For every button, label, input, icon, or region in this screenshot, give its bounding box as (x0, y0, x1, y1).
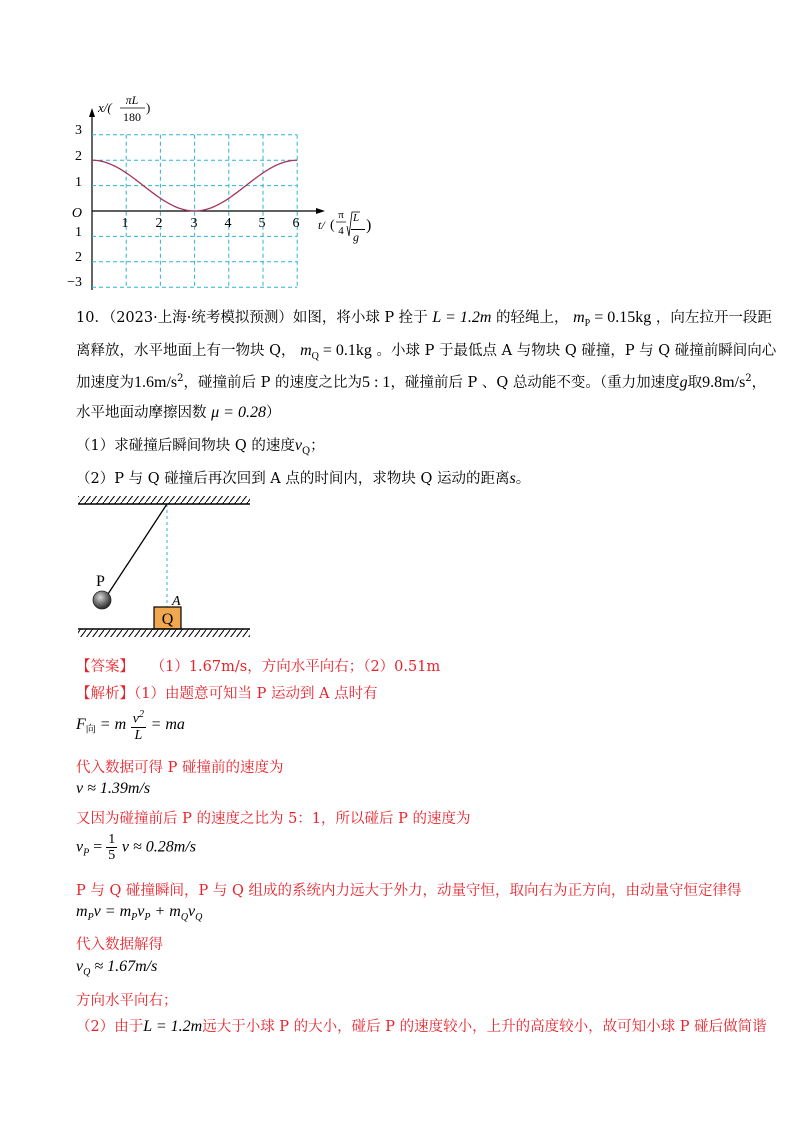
eq3-equals: = (89, 838, 107, 856)
label-q: Q (161, 611, 174, 628)
superscript-2: 2 (745, 373, 752, 385)
problem-line-4 (76, 401, 280, 422)
x-tick-label: 4 (224, 216, 232, 231)
eq3-subscript: P (83, 847, 90, 859)
eq5-rest: ≈ 1.67m/s (90, 958, 158, 975)
answer-text: （1）1.67m/s，方向水平向右；（2）0.51m (150, 659, 441, 675)
x-unit-label-tail (351, 219, 379, 249)
friction-coefficient: μ = 0.28 (211, 404, 266, 421)
answer-label: 【答案】 (76, 659, 134, 675)
equation-momentum: $m_Pv = m_Pv_P + m_Qv_Q$ (76, 903, 203, 924)
y-axis-label: x/( (98, 100, 112, 115)
y-tick-label: 1 (75, 225, 82, 240)
analysis-label: 【解析】 (76, 686, 134, 702)
mass-q-subscript: Q (311, 351, 319, 363)
x-axis-label: t/ (318, 218, 325, 232)
mass-p-symbol: m (573, 309, 585, 326)
question-text: 。 (515, 471, 531, 487)
eq-fraction-denominator: L (134, 727, 143, 743)
eq3-denominator: 5 (108, 848, 116, 863)
eq-force-subscript: 向 (85, 724, 96, 736)
label-a: A (172, 594, 181, 609)
y-tick-label: 3 (75, 123, 82, 138)
analysis-text-2: 又因为碰撞前后 P 的速度之比为 5：1，所以碰后 P 的速度为 (76, 811, 471, 827)
x-unit-pi: π (338, 209, 344, 221)
superscript-2: 2 (177, 373, 184, 385)
analysis-intro (76, 682, 378, 703)
y-unit-numerator: πL (125, 93, 139, 107)
eq5-subscript: Q (83, 967, 91, 979)
problem-text: ，向左拉开一段距 (655, 310, 772, 326)
speed-ratio: 5 : 1 (361, 374, 391, 391)
label-p: P (96, 573, 105, 590)
x-unit-L: L (352, 212, 360, 224)
equation-velocity-before: v ≈ 1.39m/s (76, 780, 151, 797)
x-tick-label: 6 (292, 216, 300, 231)
problem-text: 的轻绳上， (495, 310, 569, 326)
problem-text: 水平地面动摩擦因数 (76, 405, 207, 421)
eq3-rhs: v ≈ 0.28m/s (121, 838, 196, 856)
oscillation-graph (60, 90, 360, 300)
y-unit-denominator: 180 (123, 110, 141, 124)
pendulum-figure (74, 494, 264, 644)
velocity-symbol: v (294, 437, 302, 454)
eq4-m: m (76, 903, 88, 920)
mass-p-subscript: P (584, 318, 591, 330)
gravity-value: 9.8m/s (702, 374, 746, 391)
equation-velocity-q (76, 958, 157, 978)
problem-text: 取 (687, 375, 703, 391)
y-tick-label: −3 (67, 275, 82, 290)
eq-rhs: = ma (150, 715, 185, 733)
analysis-text: 远大于小球 P 的大小，碰后 P 的速度较小，上升的高度较小，故可知小球 P 碰后做简谐 (202, 1019, 767, 1035)
problem-line-2 (76, 339, 776, 362)
x-unit-four: 4 (338, 225, 344, 237)
question-text: （1）求碰撞后瞬间物块 Q 的速度 (76, 438, 295, 454)
x-tick-label: 1 (121, 216, 129, 231)
pendulum-string (108, 504, 167, 594)
x-tick-label: 3 (190, 216, 198, 231)
analysis-text-5: 方向水平向右； (76, 993, 178, 1009)
mass-q-value: = 0.1kg (318, 342, 372, 359)
ball-p (93, 591, 111, 609)
problem-text: ） (265, 405, 281, 421)
eq-mass: = m (95, 715, 127, 733)
x-tick-label: 5 (258, 216, 266, 231)
problem-text: 加速度为 (76, 375, 134, 391)
analysis-text-4: 代入数据解得 (76, 937, 163, 953)
distance-symbol: s (509, 470, 516, 487)
x-tick-label: 2 (155, 216, 163, 231)
y-unit-close-paren: ) (146, 100, 151, 115)
gravity-symbol: g (679, 374, 688, 391)
y-axis-arrow (89, 108, 95, 117)
problem-text: ， (751, 375, 767, 391)
origin-label: O (71, 206, 82, 221)
analysis-text: （1）由题意可知当 P 运动到 A 点时有 (134, 686, 378, 702)
answer-line (76, 655, 440, 676)
equation-velocity-after (76, 832, 196, 863)
question-1 (76, 434, 325, 457)
y-tick-label: 2 (75, 250, 82, 265)
eq-fraction-numerator: v (132, 711, 139, 727)
eq5-symbol: v (76, 958, 84, 975)
analysis-text-1: 代入数据可得 P 碰撞前的速度为 (76, 760, 284, 776)
mass-p-value: = 0.15kg (590, 309, 652, 326)
x-unit-open-paren: ( (330, 218, 335, 233)
problem-text: 离释放，水平地面上有一物块 Q， (76, 343, 296, 359)
equation-centripetal (76, 707, 185, 743)
analysis-text-3: P 与 Q 碰撞瞬间，P 与 Q 组成的系统内力远大于外力，动量守恒，取向右为正方向，由动量守恒定律得 (76, 883, 742, 899)
question-text: （2）P 与 Q 碰撞后再次回到 A 点的时间内，求物块 Q 运动的距离 (76, 471, 510, 487)
eq3-numerator: 1 (108, 832, 116, 847)
length-value: L = 1.2m (143, 1018, 203, 1035)
ceiling-hatch (78, 496, 250, 504)
eq-force-symbol: F (76, 715, 86, 733)
y-tick-label: 1 (75, 175, 82, 190)
problem-line-1 (76, 306, 772, 329)
analysis-text: （2）由于 (76, 1019, 144, 1035)
problem-text: 。小球 P 于最低点 A 与物块 Q 碰撞，P 与 Q 碰撞前瞬间向心 (376, 343, 777, 359)
question-text: ； (310, 438, 325, 454)
y-tick-label: 2 (75, 149, 82, 164)
velocity-subscript: Q (301, 445, 311, 457)
question-2 (76, 467, 530, 488)
superscript-2: 2 (138, 709, 144, 720)
mass-q-symbol: m (300, 342, 312, 359)
eq3-symbol: v (76, 838, 84, 856)
acceleration-value: 1.6m/s (134, 374, 178, 391)
analysis-text-6 (76, 1015, 767, 1036)
length-value: L = 1.2m (432, 309, 492, 326)
problem-line-3 (76, 371, 766, 392)
x-unit-close-paren: ) (366, 217, 372, 234)
x-unit-g: g (353, 230, 359, 244)
floor-hatch (78, 629, 250, 637)
problem-text: ，碰撞前后 P 的速度之比为 (183, 375, 362, 391)
problem-text: ，碰撞前后 P 、Q 总动能不变。（重力加速度 (390, 375, 680, 391)
problem-text: 10．（2023·上海·统考模拟预测）如图，将小球 P 拴于 (76, 310, 428, 326)
x-axis-arrow (316, 208, 325, 214)
